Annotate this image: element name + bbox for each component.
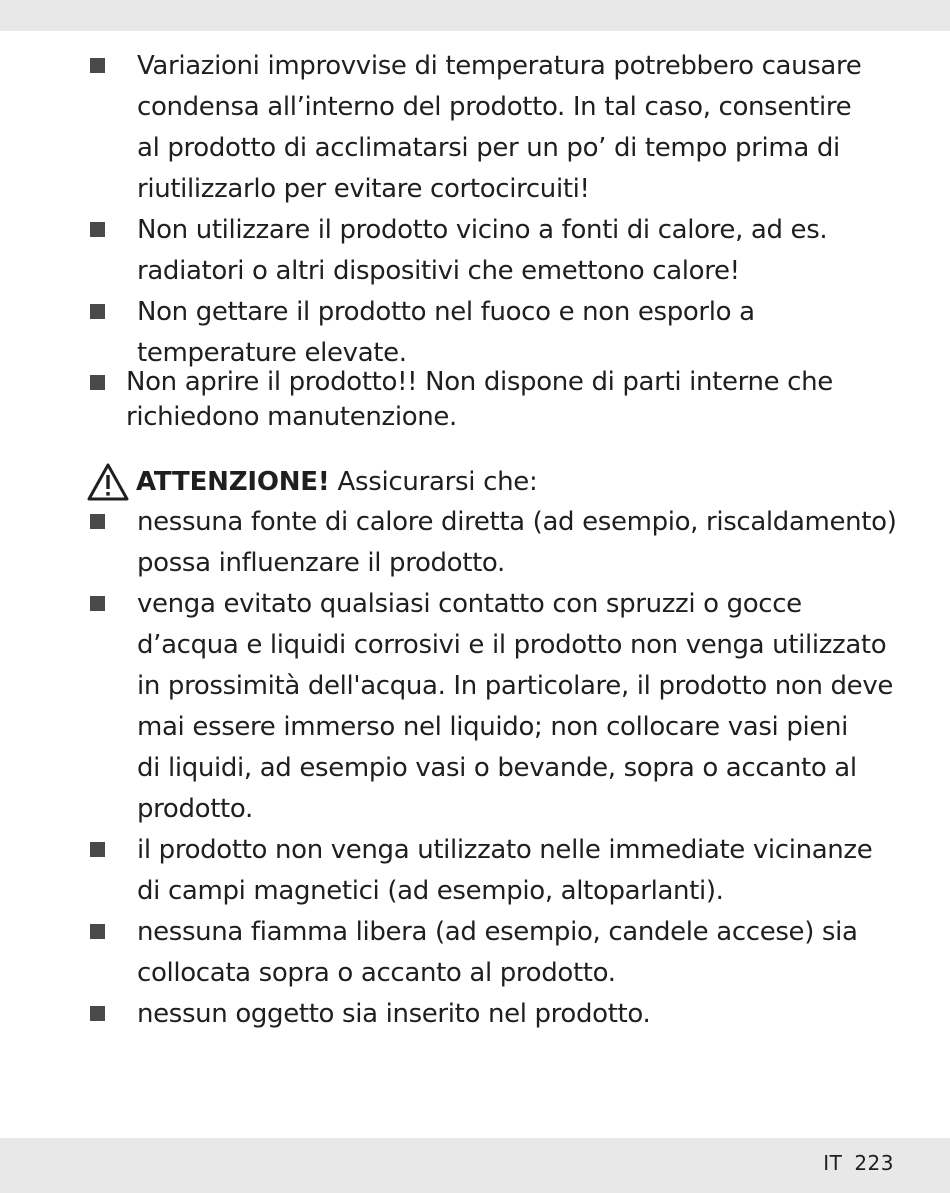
- square-bullet-icon: [90, 1006, 105, 1021]
- warning-heading: [86, 461, 537, 503]
- square-bullet-icon: [90, 514, 105, 529]
- warning-triangle-icon: [86, 462, 130, 502]
- list-item-text: Non gettare il prodotto nel fuoco e non esporlo a temperature elevate.: [137, 297, 755, 368]
- square-bullet-icon: [90, 304, 105, 319]
- list-item: [88, 365, 908, 435]
- list-item-text: Non utilizzare il prodotto vicino a fonti di calore, ad es. radiatori o altri dispositivi che emettono calore!: [137, 215, 828, 286]
- list-item-text: Non aprire il prodotto!! Non dispone di parti interne che richiedono manutenzione.: [126, 367, 833, 432]
- warning-label: ATTENZIONE!: [136, 467, 330, 497]
- list-item-text: nessuna fonte di calore diretta (ad esempio, riscaldamento) possa influenzare il prodotto.: [137, 507, 897, 578]
- list-item: [88, 994, 908, 1035]
- square-bullet-icon: [90, 375, 105, 390]
- list-item-text: nessuna fiamma libera (ad esempio, candele accese) sia collocata sopra o accanto al prodotto.: [137, 917, 858, 988]
- warning-text: Assicurarsi che:: [337, 467, 538, 497]
- list-item: [88, 210, 908, 292]
- list-item-text: nessun oggetto sia inserito nel prodotto.: [137, 999, 651, 1029]
- list-item-text: Variazioni improvvise di temperatura potrebbero causare condensa all’interno del prodotto. In tal caso, consentire al prodotto di acclimatarsi per un po’ di tempo prima di riutilizzarlo per evitare cortocircuiti!: [137, 51, 862, 204]
- bottom-band: [0, 1138, 950, 1193]
- list-item-text: venga evitato qualsiasi contatto con spruzzi o gocce d’acqua e liquidi corrosivi e il prodotto non venga utilizzato in prossimità dell'acqua. In particolare, il prodotto non deve mai essere immerso nel liquido; non collocare vasi pieni di liquidi, ad esempio vasi o bevande, sopra o accanto al prodotto.: [137, 589, 894, 824]
- list-item: [88, 830, 908, 912]
- square-bullet-icon: [90, 924, 105, 939]
- list-item-text: il prodotto non venga utilizzato nelle immediate vicinanze di campi magnetici (ad esempio, altoparlanti).: [137, 835, 873, 906]
- language-code: IT: [823, 1151, 843, 1175]
- safety-list-open: [88, 365, 908, 435]
- page-number: 223: [854, 1151, 894, 1175]
- list-item: [88, 46, 908, 210]
- attention-list: [88, 502, 908, 1035]
- list-item: [88, 912, 908, 994]
- square-bullet-icon: [90, 58, 105, 73]
- safety-list-top: [88, 46, 908, 374]
- square-bullet-icon: [90, 222, 105, 237]
- square-bullet-icon: [90, 842, 105, 857]
- list-item: [88, 292, 908, 374]
- list-item: [88, 584, 908, 830]
- page-footer: [823, 1151, 894, 1175]
- top-band: [0, 0, 950, 31]
- list-item: [88, 502, 908, 584]
- square-bullet-icon: [90, 596, 105, 611]
